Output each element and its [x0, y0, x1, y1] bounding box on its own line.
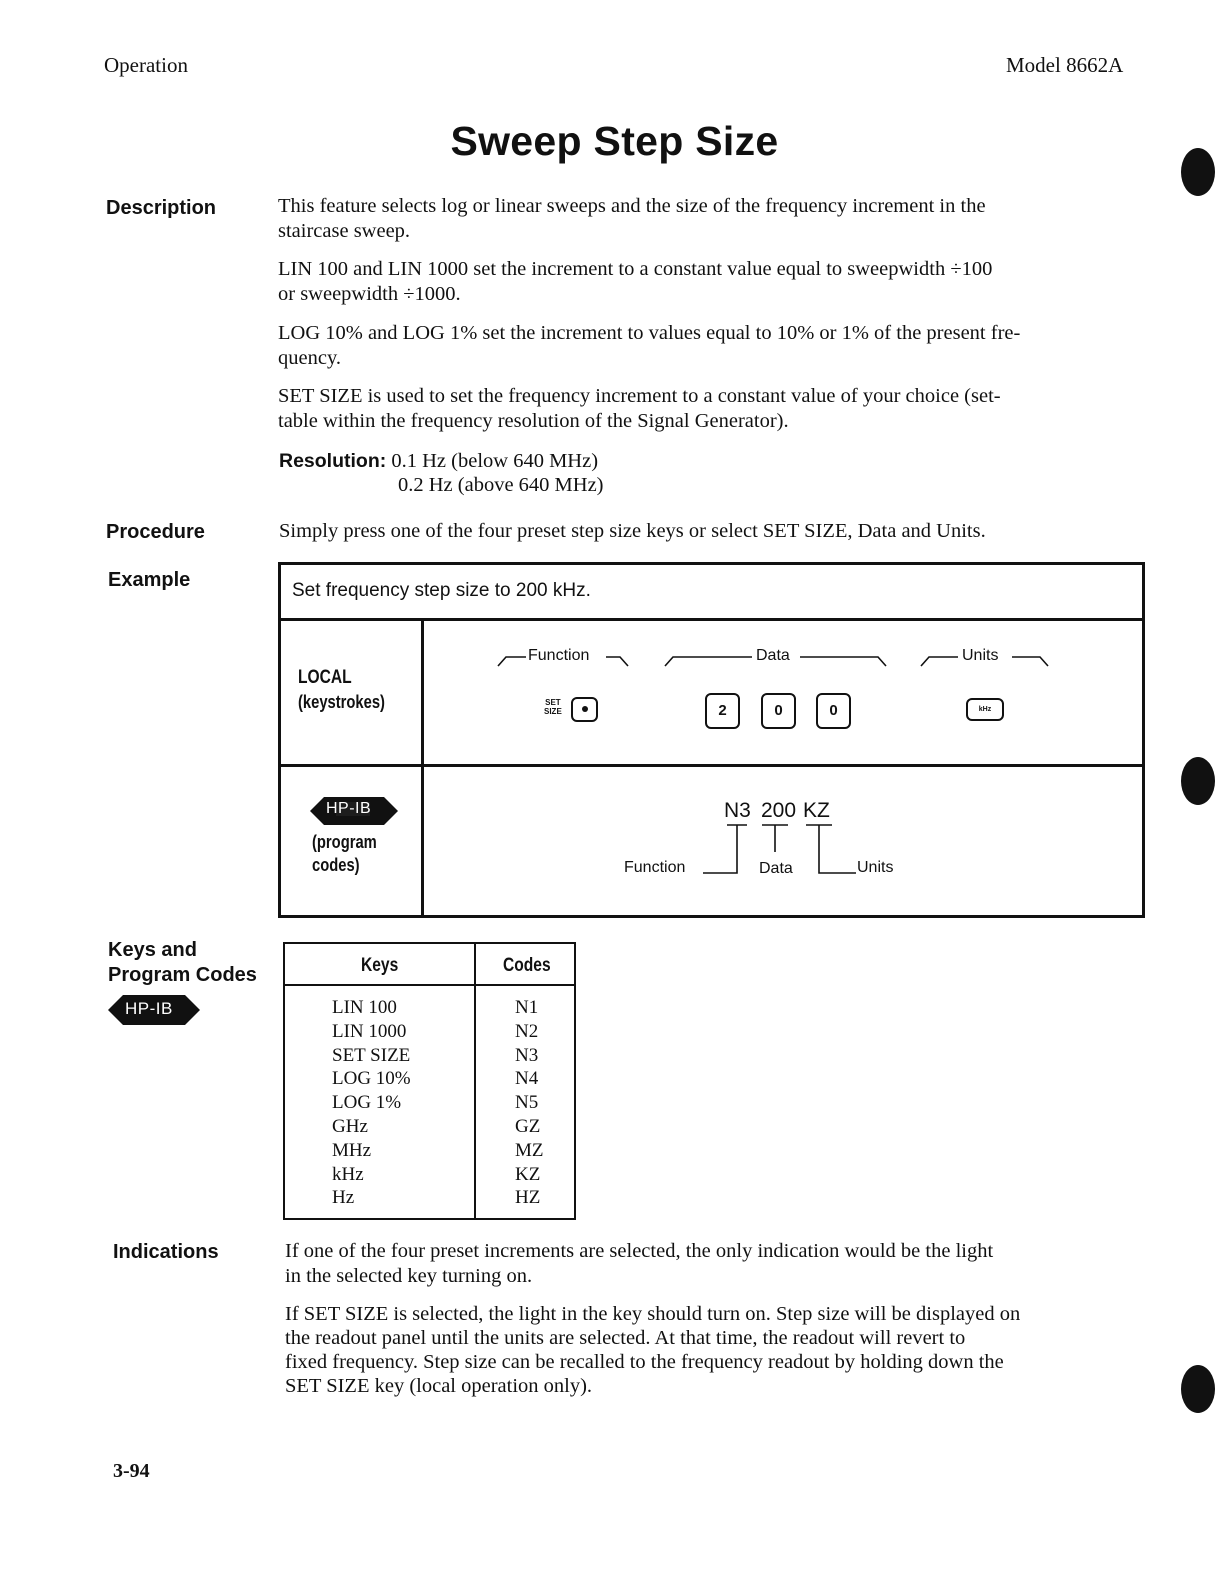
code-function-caption: Function: [624, 859, 686, 876]
page-number: 3-94: [113, 1460, 150, 1482]
code-data-caption: Data: [759, 860, 793, 877]
keys-hpib-badge-label: HP-IB: [125, 999, 173, 1018]
margin-mark-middle: [1181, 757, 1215, 805]
header-section: Operation: [104, 53, 188, 77]
resolution-value-2: 0.2 Hz (above 640 MHz): [398, 474, 604, 496]
codes-column-header: Codes: [503, 955, 551, 976]
table-row-code: HZ: [515, 1187, 541, 1209]
keys-codes-column-divider: [474, 942, 476, 1220]
indications-label: Indications: [113, 1241, 219, 1263]
resolution-label: Resolution:: [279, 450, 387, 472]
table-row-key: LOG 10%: [332, 1068, 411, 1090]
data-group-label: Data: [756, 647, 790, 664]
codes-column: [515, 996, 544, 1210]
table-row-code: GZ: [515, 1115, 541, 1137]
function-group-label: Function: [528, 647, 590, 664]
example-heading: Set frequency step size to 200 kHz.: [292, 580, 591, 601]
code-units-caption: Units: [857, 859, 894, 876]
example-column-divider: [421, 618, 424, 918]
program-label-2: codes): [312, 855, 360, 875]
function-bracket-right: [606, 657, 628, 666]
set-size-key-dot-icon: [582, 706, 588, 712]
page-title: Sweep Step Size: [450, 118, 779, 164]
example-divider-middle: [278, 764, 1145, 767]
description-paragraph-3: LOG 10% and LOG 1% set the increment to values equal to 10% or 1% of the present fre- quency.: [278, 322, 1021, 369]
indications-paragraph-1: If one of the four preset increments are selected, the only indication would be the light in the selected key turning on.: [285, 1240, 994, 1287]
keys-column-header: Keys: [361, 955, 399, 976]
keys-column: [332, 996, 411, 1210]
description-paragraph-4: SET SIZE is used to set the frequency increment to a constant value of your choice (set- table within the frequency resolution of the Signal Generator).: [278, 385, 1001, 432]
description-label: Description: [106, 197, 217, 219]
program-label-1: (program: [312, 832, 377, 852]
table-row-key: GHz: [332, 1115, 368, 1137]
units-bracket-left: [921, 657, 958, 666]
program-code-function: N3: [724, 799, 751, 822]
table-row-key: MHz: [332, 1139, 372, 1161]
set-size-key-label: SET SIZE: [544, 698, 562, 716]
description-paragraph-1: This feature selects log or linear sweeps and the size of the frequency increment in the staircase sweep.: [278, 195, 986, 242]
keys-codes-label: Keys and Program Codes: [108, 939, 257, 986]
example-divider-top: [278, 618, 1145, 621]
table-row-key: LIN 100: [332, 997, 397, 1018]
table-row-key: SET SIZE: [332, 1044, 411, 1066]
table-row-code: N3: [515, 1044, 539, 1066]
resolution-value-1: 0.1 Hz (below 640 MHz): [391, 450, 599, 472]
table-row-code: KZ: [515, 1163, 541, 1185]
table-row-code: N4: [515, 1068, 539, 1090]
table-row-key: kHz: [332, 1163, 364, 1185]
description-paragraph-2: LIN 100 and LIN 1000 set the increment to a constant value equal to sweepwidth ÷100 or sweepwidth ÷1000.: [278, 258, 993, 305]
khz-key: kHz: [966, 698, 1004, 721]
data-bracket-right: [800, 657, 886, 666]
digit-key-0-first: 0: [761, 693, 796, 729]
table-row-key: Hz: [332, 1187, 355, 1209]
header-model: Model 8662A: [1006, 53, 1124, 77]
table-row-code: N2: [515, 1020, 539, 1042]
units-group-label: Units: [962, 647, 999, 664]
set-size-key: [571, 697, 598, 722]
table-row-key: LIN 1000: [332, 1020, 407, 1042]
digit-key-0-second: 0: [816, 693, 851, 729]
units-bracket-right: [1012, 657, 1048, 666]
table-row-code: MZ: [515, 1139, 544, 1161]
indications-paragraph-2: If SET SIZE is selected, the light in the key should turn on. Step size will be displayed on the readout panel until the units are selected. At that time, the readout will revert to fixed frequency. Step size can be recalled to the frequency readout by holding down the SET SIZE key (local operation only).: [285, 1303, 1021, 1397]
margin-mark-top: [1181, 148, 1215, 196]
function-bracket-left: [498, 657, 526, 666]
data-bracket-left: [665, 657, 752, 666]
example-label: Example: [108, 569, 191, 591]
program-code-units: KZ: [803, 799, 830, 822]
procedure-text: Simply press one of the four preset step size keys or select SET SIZE, Data and Units.: [279, 520, 986, 542]
hpib-badge-label: HP-IB: [326, 800, 372, 817]
procedure-label: Procedure: [106, 521, 205, 543]
local-sublabel: (keystrokes): [298, 692, 385, 712]
table-row-key: LOG 1%: [332, 1092, 402, 1114]
program-code-data: 200: [761, 799, 797, 822]
resolution-spec: [279, 449, 598, 473]
digit-key-2: 2: [705, 693, 740, 729]
margin-mark-bottom: [1181, 1365, 1215, 1413]
keys-codes-header-divider: [283, 984, 576, 986]
table-row-code: N5: [515, 1092, 539, 1114]
table-row-code: N1: [515, 997, 539, 1018]
local-label: LOCAL: [298, 667, 352, 688]
